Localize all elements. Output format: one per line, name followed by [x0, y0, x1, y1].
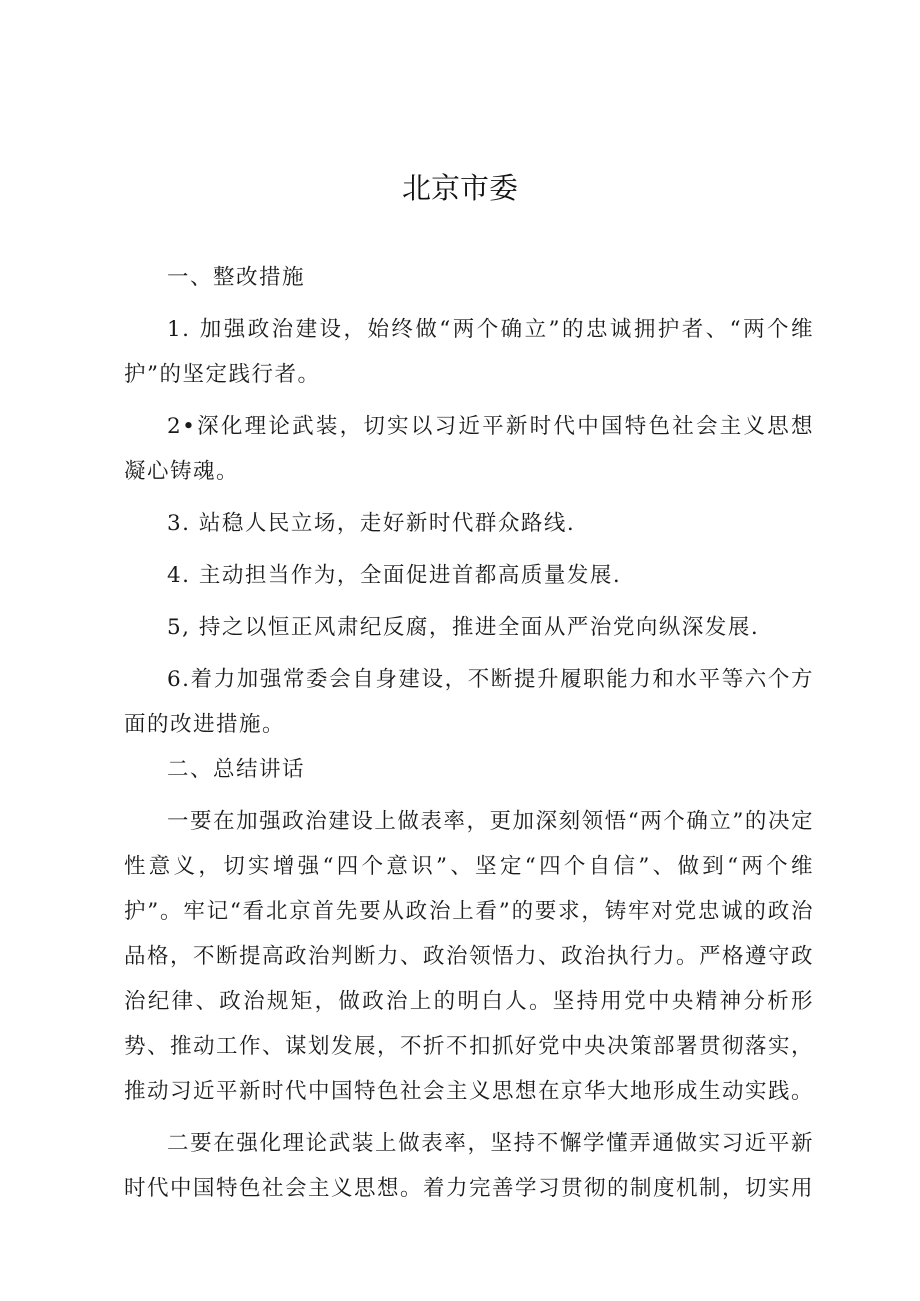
- document-title: 北京市委: [401, 171, 518, 205]
- measure-item-1: 1. 加强政治建设，始终做“两个确立”的忠诚拥护者、“两个维护”的坚定践行者。: [124, 317, 814, 387]
- summary-paragraph-1: 一要在加强政治建设上做表率，更加深刻领悟“两个确立”的决定性意义，切实增强“四个意识”、坚定“四个自信”、做到“两个维护”。牢记“看北京首先要从政治上看”的要求，铸牢对党忠诚的政治品格，不断提高政治判断力、政治领悟力、政治执行力。严格遵守政治纪律、政治规矩，做政治上的明白人。坚持用党中央精神分析形势、推动工作、谋划发展，不折不扣抓好党中央决策部署贯彻落实，推动习近平新时代中国特色社会主义思想在京华大地形成生动实践。: [124, 809, 815, 1104]
- summary-paragraph-2: 二要在强化理论武装上做表率，坚持不懈学懂弄通做实习近平新时代中国特色社会主义思想。着力完善学习贯彻的制度机制，切实用: [124, 1131, 815, 1201]
- section-heading-rectification: 一、整改措施: [167, 265, 306, 290]
- measure-item-6: 6.着力加强常委会自身建设，不断提升履职能力和水平等六个方面的改进措施。: [124, 667, 814, 737]
- document-body: [124, 255, 814, 1211]
- section-heading-summary: 二、总结讲话: [167, 757, 306, 782]
- measure-item-3: 3. 站稳人民立场，走好新时代群众路线.: [167, 511, 576, 536]
- measure-item-2: 2•深化理论武装，切实以习近平新时代中国特色社会主义思想凝心铸魂。: [124, 414, 814, 484]
- measure-item-5: 5, 持之以恒正风肃纪反腐，推进全面从严治党向纵深发展.: [167, 615, 760, 640]
- measure-item-4: 4. 主动担当作为，全面促进首都高质量发展.: [167, 563, 622, 588]
